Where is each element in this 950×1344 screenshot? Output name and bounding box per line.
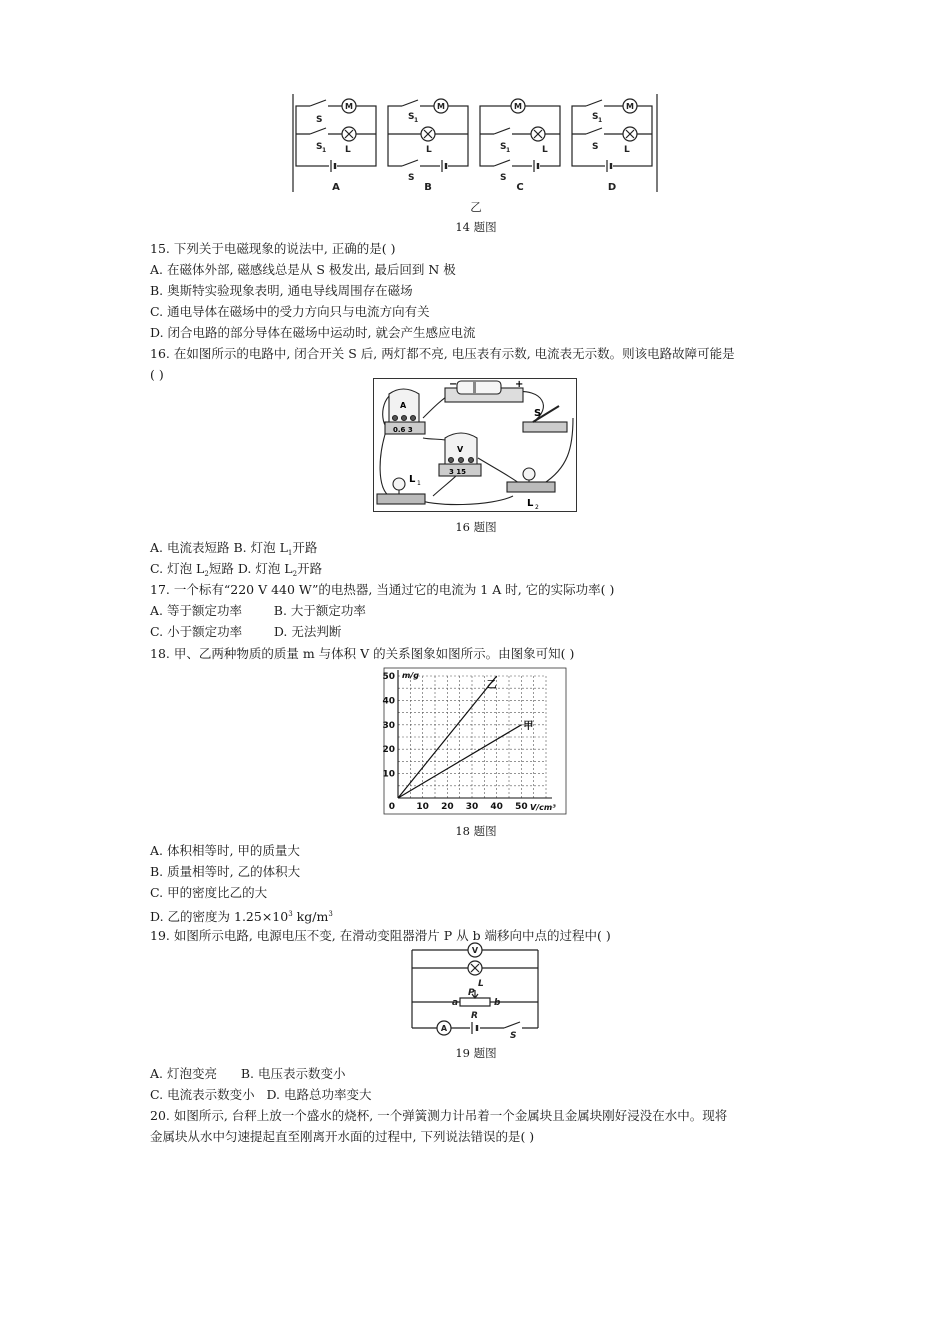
- figure-16-caption: 16 题图: [455, 520, 497, 534]
- q16-option-d-tail: 开路: [297, 561, 323, 576]
- figure-19-caption: 19 题图: [455, 1046, 497, 1060]
- y-tick-label: 30: [382, 720, 395, 731]
- lamp-label: L: [478, 979, 484, 989]
- q20-line1: 20. 如图所示, 台秤上放一个盛水的烧杯, 一个弹簧测力计吊着一个金属块且金属块刚好浸没在水中。现将: [150, 1108, 728, 1123]
- series-line-yi: [398, 676, 497, 798]
- x-tick-label: 40: [490, 802, 503, 812]
- battery-minus-label: −: [449, 379, 458, 390]
- q15-stem: 15. 下列关于电磁现象的说法中, 正确的是( ): [150, 241, 396, 256]
- figure-16-wiring-diagram: [373, 378, 577, 512]
- q19-stem: 19. 如图所示电路, 电源电压不变, 在滑动变阻器滑片 P 从 b 端移向中点的过程中( ): [150, 928, 611, 943]
- series-label-jia: 甲: [523, 720, 534, 732]
- switch-label: S: [510, 1031, 517, 1038]
- q15-option-c: C. 通电导体在磁场中的受力方向只与电流方向有关: [150, 304, 430, 319]
- q18-option-d-sup2: 3: [328, 910, 333, 918]
- motor-label: M: [437, 102, 445, 111]
- panel-label-c: C: [516, 182, 524, 193]
- x-tick-label: 50: [515, 802, 528, 812]
- q18-option-d-text: D. 乙的密度为 1.25×10: [150, 909, 289, 924]
- q16-option-d-sub: 2: [292, 570, 298, 578]
- voltmeter-label: V: [471, 946, 479, 955]
- lamp-l2-label: L: [527, 498, 534, 509]
- figure-19-circuit: [408, 942, 542, 1038]
- figure-14-caption: 14 题图: [455, 220, 497, 234]
- lamp-label: L: [345, 145, 351, 155]
- y-axis-label: m/g: [402, 671, 419, 680]
- q18-option-c: C. 甲的密度比乙的大: [150, 885, 268, 900]
- q15-option-a: A. 在磁体外部, 磁感线总是从 S 极发出, 最后回到 N 极: [150, 262, 456, 277]
- switch-label: S: [592, 142, 599, 152]
- x-tick-label: 30: [465, 802, 479, 812]
- q16-option-c-tail: 短路: [208, 561, 234, 576]
- q16-stem: 16. 在如图所示的电路中, 闭合开关 S 后, 两灯都不亮, 电压表有示数, 电流表无示数。则该电路故障可能是: [150, 346, 735, 361]
- motor-label: M: [626, 102, 634, 111]
- circuit-panel-a: [296, 99, 376, 172]
- ammeter-label: A: [440, 1024, 448, 1033]
- lamp-l2-sub: 2: [535, 504, 539, 511]
- panel-label-d: D: [607, 182, 617, 193]
- q16-option-c: C. 灯泡 L: [150, 561, 205, 576]
- switch-label: S: [408, 112, 415, 122]
- switch-label: S: [500, 173, 507, 183]
- q16-stem-cont: ( ): [150, 367, 164, 382]
- x-tick-label: 20: [441, 802, 454, 812]
- lamp-label: L: [426, 145, 432, 155]
- circuit-panel-b: [388, 99, 468, 172]
- q18-option-d-unit: kg/m: [292, 909, 329, 924]
- lamp-l1-label: L: [409, 474, 416, 485]
- y-tick-label: 10: [382, 769, 395, 780]
- switch-sub: 1: [598, 117, 603, 124]
- q15-option-d: D. 闭合电路的部分导体在磁场中运动时, 就会产生感应电流: [150, 325, 476, 340]
- figure-18-mass-volume-chart: [380, 666, 570, 816]
- switch-label: S: [316, 142, 323, 152]
- origin-label: 0: [388, 802, 395, 812]
- switch-sub: 1: [506, 147, 511, 154]
- figure-14-circuits: [290, 92, 660, 194]
- q18-option-b: B. 质量相等时, 乙的体积大: [150, 864, 301, 879]
- q16-option-d: D. 灯泡 L: [237, 561, 293, 576]
- voltmeter-scale: 3 15: [449, 468, 467, 476]
- q17-stem: 17. 一个标有“220 V 440 W”的电热器, 当通过它的电流为 1 A 时, 它的实际功率( ): [150, 582, 615, 597]
- motor-label: M: [345, 102, 353, 111]
- q18-stem: 18. 甲、乙两种物质的质量 m 与体积 V 的关系图象如图所示。由图象可知( ): [150, 646, 575, 661]
- battery-plus-label: +: [515, 379, 524, 390]
- q19-options-row1: A. 灯泡变亮 B. 电压表示数变小: [150, 1066, 346, 1081]
- panel-label-a: A: [332, 182, 340, 193]
- end-b-label: b: [494, 998, 501, 1008]
- switch-label: S: [408, 173, 415, 183]
- switch-sub: 1: [414, 117, 419, 124]
- y-tick-label: 20: [382, 745, 395, 756]
- circuit-panel-d: [572, 99, 652, 172]
- q18-option-a: A. 体积相等时, 甲的质量大: [150, 843, 300, 858]
- rheostat-label: R: [471, 1011, 478, 1021]
- ammeter-label: A: [400, 401, 407, 410]
- switch-label: S: [592, 112, 599, 122]
- x-tick-label: 10: [416, 802, 429, 812]
- lamp-label: L: [542, 145, 548, 155]
- lamp-l1-sub: 1: [417, 480, 421, 487]
- y-tick-label: 50: [382, 672, 395, 682]
- q18-option-d: [150, 906, 333, 925]
- figure-18-caption: 18 题图: [455, 824, 497, 838]
- q15-option-b: B. 奥斯特实验现象表明, 通电导线周围存在磁场: [150, 283, 413, 298]
- voltmeter-label: V: [457, 445, 464, 454]
- q16-options-row1: [150, 540, 317, 561]
- q20-line2: 金属块从水中匀速提起直至刚离开水面的过程中, 下列说法错误的是( ): [150, 1129, 535, 1144]
- q16-options-row2: [150, 561, 322, 582]
- y-tick-label: 40: [382, 696, 395, 707]
- motor-label: M: [514, 102, 522, 111]
- switch-label: S: [500, 142, 507, 152]
- q16-option-c-sub: 2: [204, 570, 209, 578]
- panel-label-b: B: [424, 182, 432, 193]
- chart-frame: [384, 668, 566, 814]
- q16-option-b-tail: 开路: [292, 540, 318, 555]
- ammeter-scale: 0.6 3: [393, 426, 413, 434]
- end-a-label: a: [452, 998, 459, 1008]
- q17-options-row1: A. 等于额定功率 B. 大于额定功率: [150, 603, 366, 618]
- q16-option-b: B. 灯泡 L: [233, 540, 288, 555]
- switch-label: S: [316, 115, 323, 125]
- slider-p-label: P: [468, 988, 475, 998]
- series-label-yi: 乙: [486, 680, 497, 691]
- q19-options-row2: C. 电流表示数变小 D. 电路总功率变大: [150, 1087, 372, 1102]
- q16-option-a: A. 电流表短路: [150, 540, 230, 555]
- x-axis-label: V/cm³: [530, 803, 556, 812]
- q16-option-b-sub: 1: [287, 549, 293, 557]
- switch-label: S: [534, 408, 542, 419]
- switch-sub: 1: [322, 147, 327, 154]
- lamp-label: L: [624, 145, 630, 155]
- q18-option-d-sup: 3: [288, 910, 293, 918]
- q17-options-row2: C. 小于额定功率 D. 无法判断: [150, 624, 342, 639]
- figure-14-sub-caption: 乙: [470, 200, 482, 214]
